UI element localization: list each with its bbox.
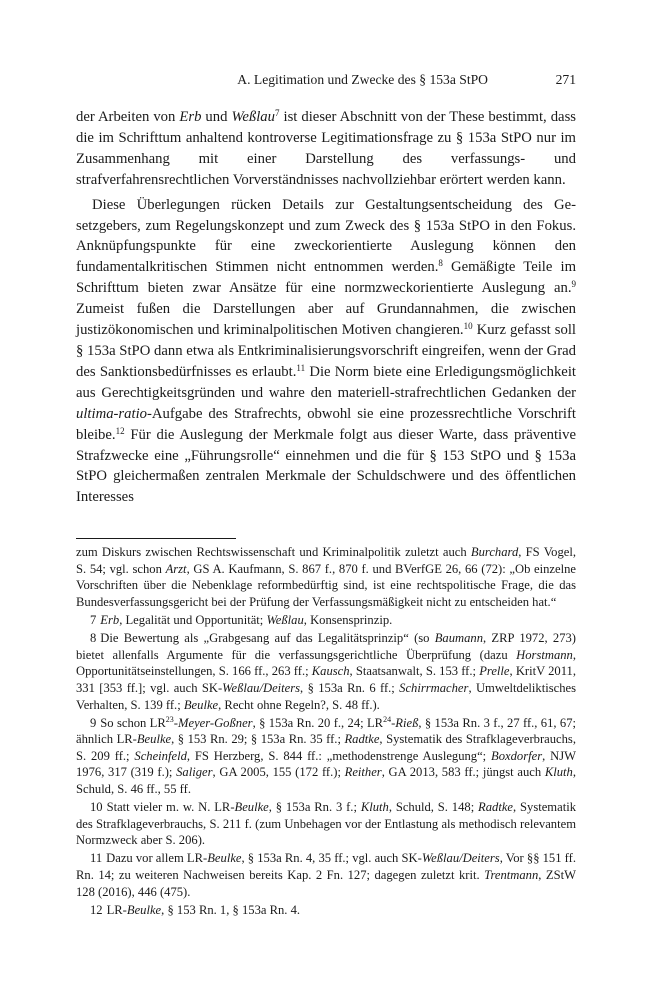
footnote-ref[interactable]: 12 [115,425,125,436]
author-name: Horstmann [516,647,573,662]
text-run: , Systematik des Strafklageverbrauchs, S. 209 ff.; [76,732,576,763]
author-name: Saliger [176,765,213,780]
text-run: Die Bewertung als „Grabgesang auf das Legalitätsprinzip“ (so [100,631,435,646]
text-run: , § 153 Rn. 1, § 153a Rn. 4. [161,902,301,917]
text-run: , § 153a Rn. 20 f., 24; LR [252,715,384,730]
author-name: Schirrmacher [399,680,469,695]
text-run: , Recht ohne Regeln?, S. 48 ff.). [218,697,380,712]
text-run: , KritV 2011, 331 [353 ff.]; vgl. auch SK- [76,664,577,695]
footnote-10 [76,799,576,849]
author-name: Rieß [395,715,419,730]
text-run: Gemäßigte Teile im Schrifttum bieten zwar Ansätze für eine normzweckorientierte Auslegung an. [76,259,576,297]
author-name: Erb [179,109,202,125]
book-page [76,72,576,920]
text-run: , NJW 1976, 317 (319 f.); [76,748,576,780]
author-name: Beulke [136,732,172,747]
author-name: Trentmann [484,868,539,882]
author-name: Baumann [434,631,484,646]
running-header [76,72,576,94]
author-name: Radtke [344,732,380,747]
footnote-ref[interactable]: 10 [463,321,473,332]
footnote-number: 10 [90,800,103,815]
author-name: Kluth [360,800,389,815]
footnote-9 [76,715,576,798]
footnote-number: 9 [90,715,97,730]
text-run: Statt vieler m. w. N. LR- [106,800,235,815]
author-name: Scheinfeld [134,748,187,763]
text-run: Diese Überlegungen rücken Details zur Gestaltungsentscheidung des Gesetzgebers, zum Regelungskonzept und zum Zweck des § 153a StPO in den Fokus. Anknüpfungspunkte für eine zweckorientierte Auslegung können den fundamentalkritischen Stimmen nicht entnommen werden. [76,196,576,276]
footnote-ref[interactable]: 8 [438,258,443,269]
author-name: Beulke [207,851,242,866]
text-run: , Schuld, S. 148; [388,800,479,815]
text-run: , § 153a Rn. 4, 35 ff.; vgl. auch SK- [241,851,422,866]
paragraph-2 [76,195,576,509]
text-run: der Arbeiten von [76,109,180,125]
author-name: Weßlau [266,613,304,628]
text-run: - [391,715,396,730]
author-name: Beulke [183,697,219,712]
footnote-number: 8 [90,631,97,646]
author-name: Prelle [479,664,510,679]
text-run: , Konsensprinzip. [303,613,393,628]
text-run: Dazu vor allem LR- [106,851,208,866]
author-name: Burchard [470,545,519,560]
author-name: Arzt [165,561,187,576]
author-name: Weßlau/Deiters [222,680,301,695]
text-run: , § 153a Rn. 3 f.; [268,800,361,815]
text-run: , FS Vogel, S. 54; vgl. schon [76,545,576,576]
text-run: Zumeist fußen die Darstellungen aber auf Grundannahmen, die zwischen justizökonomischen und kriminalpolitischen Motiven changieren. [76,301,576,339]
footnote-12 [76,902,576,919]
text-run: So schon LR [100,715,166,730]
text-run: , § 153a Rn. 3 f., 27 ff., 61, 67; ähnlich LR- [76,715,576,747]
text-run: , Legalität und Opportunität; [119,613,267,628]
text-run: , Systematik des Strafklageverbrauchs, S. 211 f. (zum Unbehagen vor der Entlastung als methodisch relevantem Normzweck aber S. 206). [76,800,576,848]
author-name: Erb [100,613,120,628]
footnote-7 [76,612,576,629]
edition-superscript: 23 [165,714,174,724]
main-text [76,107,576,508]
text-run: , GA 2013, 583 ff.; jüngst auch [381,765,545,780]
page-number: 271 [555,72,576,87]
footnote-ref[interactable]: 9 [571,279,576,290]
text-run: , ZRP 1972, 273) bietet allenfalls Argumente für die verfassungsgerichtliche Überprüfung (dazu [76,631,576,662]
text-run: , Opportunitätseinstellungen, S. 166 ff., 263 ff.; [76,647,576,679]
author-name: Beulke [234,800,269,815]
text-run: , § 153 Rn. 29; § 153a Rn. 35 ff.; [171,732,345,747]
author-name: Beulke [126,902,162,917]
text-run: Kurz gefasst soll § 153a StPO dann etwa als Entkriminalisierungsvorschrift eingreifen, wenn der Grad des Sanktionsbedürfnisses es erlaubt. [76,322,576,380]
text-run: -Aufgabe des Strafrechts, obwohl sie eine prozessrechtliche Vorschrift bleibe. [76,405,576,443]
text-run: LR- [106,902,127,917]
footnote-8 [76,630,576,713]
footnote-separator [76,538,236,539]
text-run: , Staatsanwalt, S. 153 ff.; [349,664,480,679]
footnote-continuation [76,544,576,610]
edition-superscript: 24 [383,714,392,724]
text-run: und [201,109,232,125]
author-name: Weßlau/Deiters [421,851,500,866]
author-name: Meyer-Goßner [177,715,253,730]
author-name: Weßlau [231,109,275,125]
footnotes [76,544,576,918]
author-name: Kausch [311,664,350,679]
text-run: zum Diskurs zwischen Rechtswissenschaft und Kriminalpolitik zuletzt auch [76,545,471,560]
text-run: , GA 2005, 155 (172 ff.); [212,765,345,780]
text-run: , GS A. Kaufmann, S. 867 f., 870 f. und BVerfGE 26, 66 (72): „Ob einzelne Vorschriften über die Nebenklage reformbedürftig sind, ist eine rechtspolitische Frage, die das Bundesverfassungsgericht bei der Prüfung der Verfassungsmäßigkeit nicht zu entscheiden hat.“ [76,561,577,609]
text-run: , Umweltdeliktisches Verhalten, S. 139 ff.; [76,680,576,712]
author-name: Reither [344,765,382,780]
text-run: - [173,715,178,730]
paragraph-1 [76,107,576,191]
footnote-number: 11 [90,851,103,866]
author-name: Kluth [544,765,573,780]
text-run: , ZStW 128 (2016), 446 (475). [76,868,576,899]
text-run: , § 153a Rn. 6 ff.; [300,680,400,695]
text-run: , Vor §§ 151 ff. Rn. 14; zu weiteren Nachweisen bereits Kap. 2 Fn. 127; dagegen zuletzt krit. [76,851,576,882]
text-run: , Schuld, S. 46 ff., 55 ff. [76,765,576,797]
text-run: Die Norm biete eine Erledigungsmöglichkeit aus Gerechtigkeitsgründen und wahre den materiell-strafrechtlichen Gedanken der [76,363,576,401]
author-name: Radtke [478,800,514,815]
text-run: , FS Herzberg, S. 844 ff.: „methodenstrenge Auslegung“; [186,748,492,763]
footnote-number: 7 [90,613,97,628]
running-title: A. Legitimation und Zwecke des § 153a StPO [237,72,488,87]
author-name: Boxdorfer [491,748,543,763]
footnote-ref[interactable]: 7 [274,108,280,118]
footnote-number: 12 [90,902,103,917]
footnote-11 [76,850,576,900]
text-run: Für die Auslegung der Merkmale folgt aus dieser Warte, dass präventive Strafzwecke eine „Führungsrolle“ einnehmen und die für § 153 StPO und § 153a StPO gleichermaßen zentralen Merkmale der Schuldschwere und des öffentlichen Interesses [76,426,576,506]
italic-term: ultima-ratio [76,405,147,422]
footnote-ref[interactable]: 11 [296,362,306,373]
text-run: ist dieser Abschnitt von der These bestimmt, dass die im Schrifttum anhaltend kontroverse Legitimationsfrage zu § 153a StPO nur im Zusammenhang mit einer Darstellung des verfassungs- und strafverfahrensrechtlichen Vorverständnisses nachvollziehbar erörtert werden kann. [76,109,576,188]
